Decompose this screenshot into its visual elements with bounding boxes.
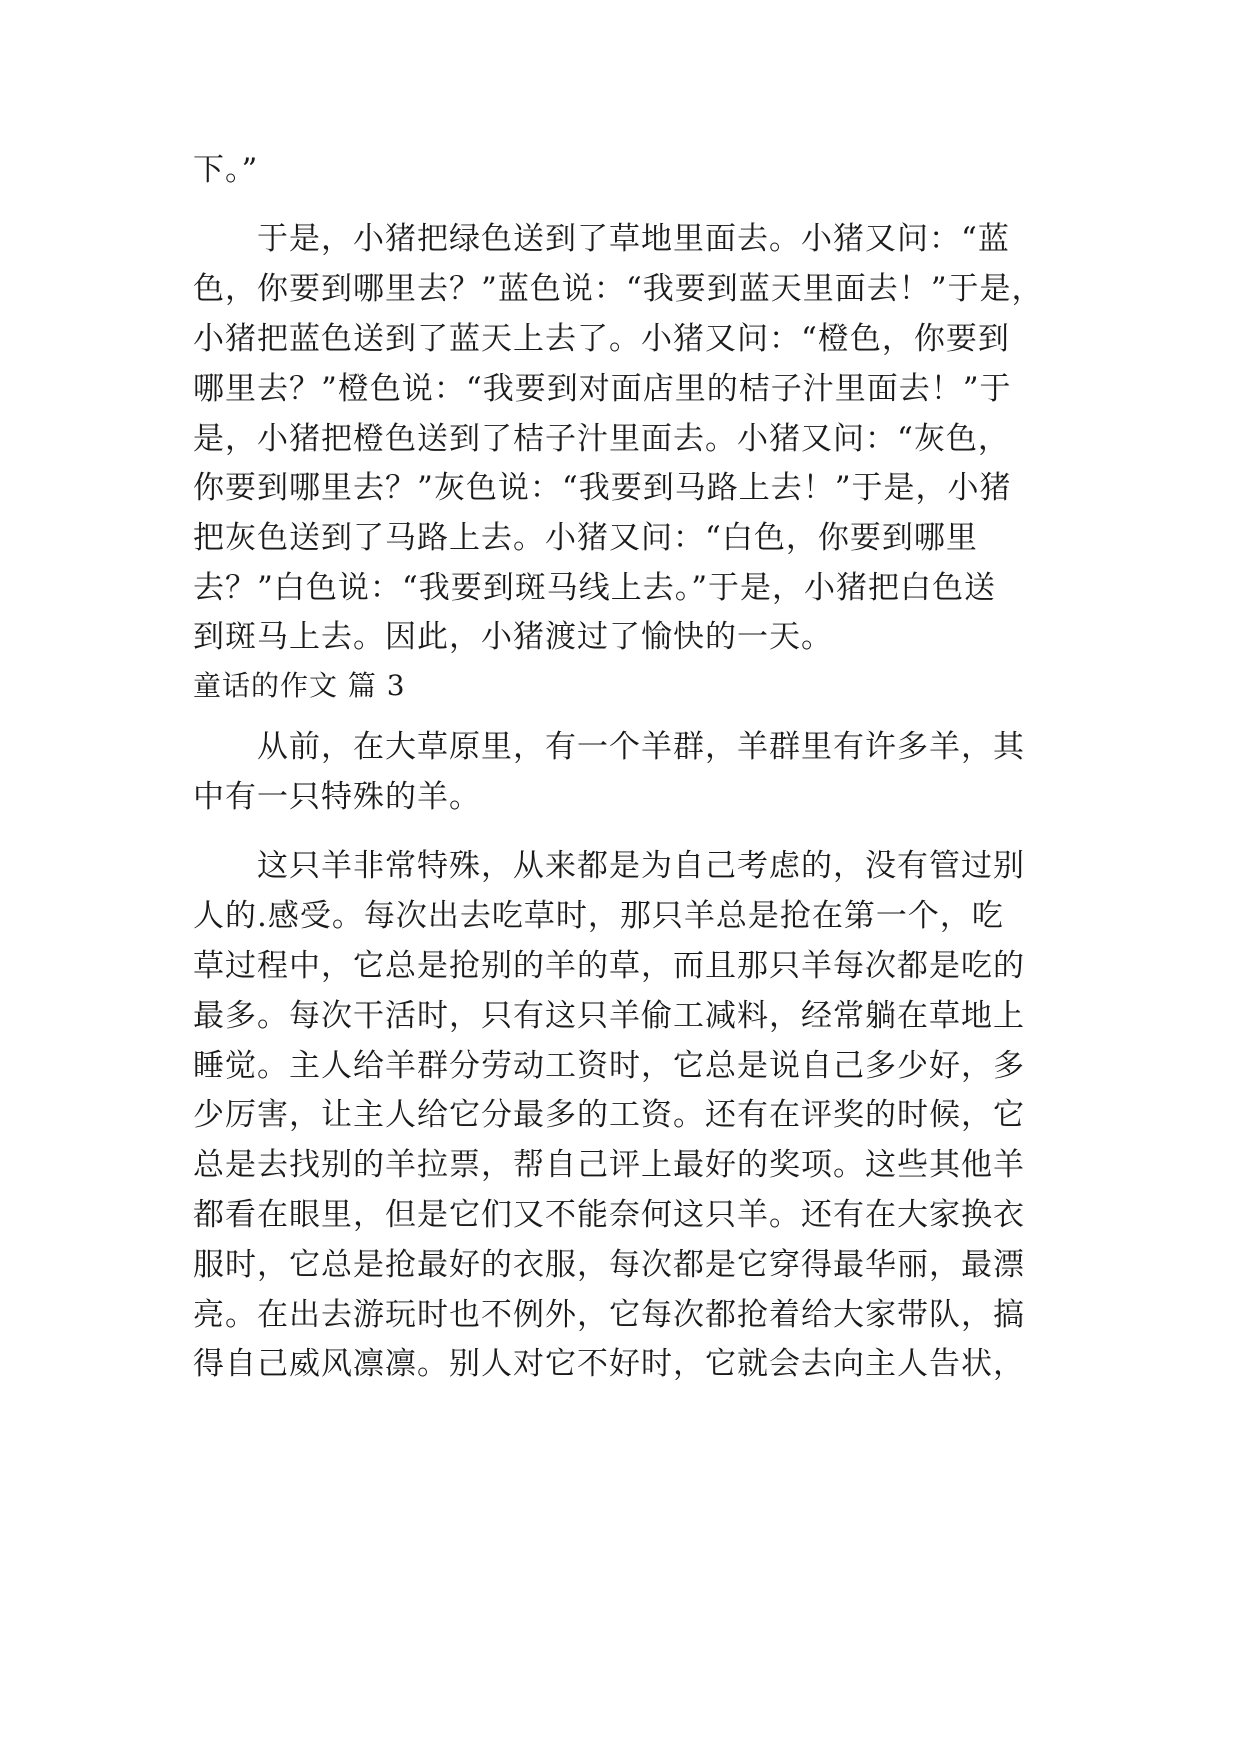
text-line: 是，小猪把橙色送到了桔子汁里面去。小猪又问：“灰色， xyxy=(193,421,1010,457)
text-line: 草过程中，它总是抢别的羊的草，而且那只羊每次都是吃的 xyxy=(193,948,1025,984)
text-line: 人的.感受。每次出去吃草时，那只羊总是抢在第一个，吃 xyxy=(193,898,1004,934)
text-line: 少厉害，让主人给它分最多的工资。还有在评奖的时候，它 xyxy=(193,1097,1025,1133)
text-line: 都看在眼里，但是它们又不能奈何这只羊。还有在大家换衣 xyxy=(193,1197,1025,1233)
text-line: 总是去找别的羊拉票，帮自己评上最好的奖项。这些其他羊 xyxy=(193,1147,1025,1183)
text-line: 下。” xyxy=(193,152,259,188)
text-line: 小猪把蓝色送到了蓝天上去了。小猪又问：“橙色，你要到 xyxy=(193,321,1010,357)
text-line: 去？”白色说：“我要到斑马线上去。”于是，小猪把白色送 xyxy=(193,570,997,606)
text-line: 得自己威风凛凛。别人对它不好时，它就会去向主人告状， xyxy=(193,1346,1025,1382)
text-line: 中有一只特殊的羊。 xyxy=(193,779,481,815)
text-line: 你要到哪里去？”灰色说：“我要到马路上去！”于是，小猪 xyxy=(193,470,1012,506)
text-line: 这只羊非常特殊，从来都是为自己考虑的，没有管过别 xyxy=(257,848,1025,884)
text-line: 哪里去？”橙色说：“我要到对面店里的桔子汁里面去！”于 xyxy=(193,371,1012,407)
text-line: 从前，在大草原里，有一个羊群，羊群里有许多羊，其 xyxy=(257,729,1025,765)
text-line: 服时，它总是抢最好的衣服，每次都是它穿得最华丽，最漂 xyxy=(193,1247,1025,1283)
text-line: 亮。在出去游玩时也不例外，它每次都抢着给大家带队，搞 xyxy=(193,1297,1025,1333)
text-line: 色，你要到哪里去？”蓝色说：“我要到蓝天里面去！”于是， xyxy=(193,271,1044,307)
text-line: 到斑马上去。因此，小猪渡过了愉快的一天。 xyxy=(193,619,833,655)
text-line: 于是，小猪把绿色送到了草地里面去。小猪又问：“蓝 xyxy=(257,221,1010,257)
section-heading: 童话的作文 篇 3 xyxy=(193,669,406,702)
text-line: 睡觉。主人给羊群分劳动工资时，它总是说自己多少好，多 xyxy=(193,1048,1025,1084)
text-line: 最多。每次干活时，只有这只羊偷工减料，经常躺在草地上 xyxy=(193,998,1025,1034)
text-line: 把灰色送到了马路上去。小猪又问：“白色，你要到哪里 xyxy=(193,520,978,556)
